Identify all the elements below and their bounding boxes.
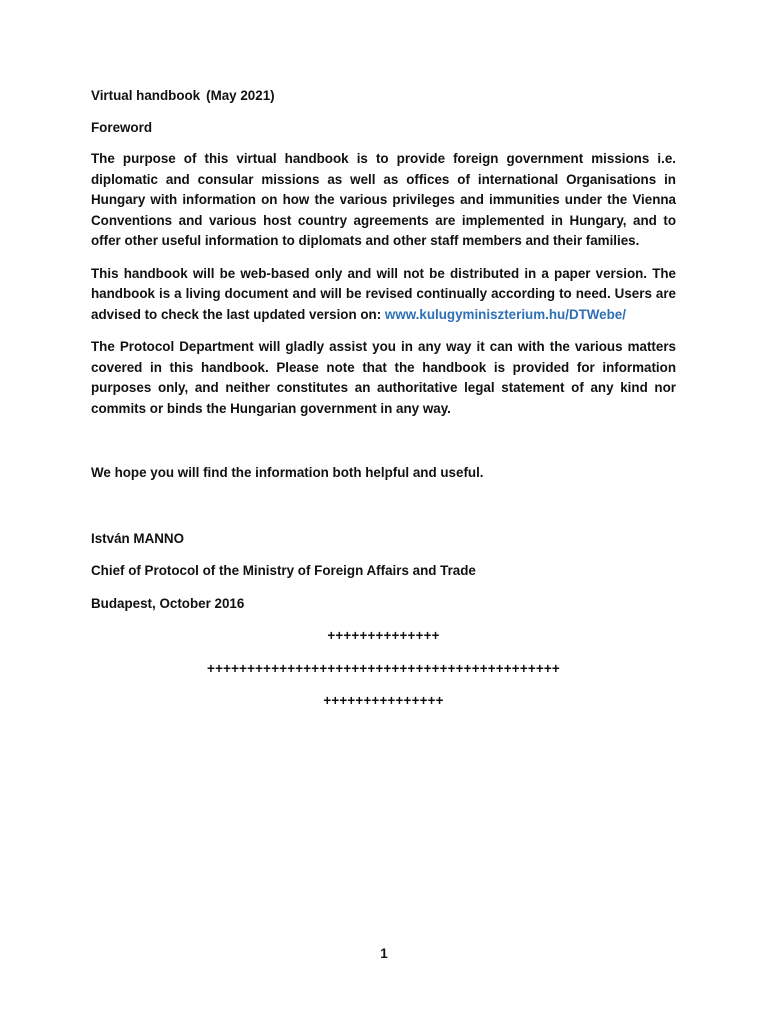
spacer [91,431,676,463]
paragraph-web-based [91,264,676,326]
document-date: (May 2021) [206,88,275,103]
divider-line-2: ++++++++++++++++++++++++++++++++++++++++++++ [207,660,560,676]
paragraph-protocol: The Protocol Department will gladly assist you in any way it can with the various matters covered in this handbook. Please note that the handbook is provided for information purposes only, and neither constitutes an authoritative legal statement of any kind nor commits or binds the Hungarian government in any way. [91,339,676,416]
paragraph-web-based-text: This handbook will be web-based only and will not be distributed in a paper version. The handbook is a living document and will be revised continually according to need. Users are advised to check the last updated version on: [91,265,676,322]
handbook-link[interactable]: www.kulugyminiszterium.hu/DTWebe/ [384,306,626,322]
divider-line-1: ++++++++++++++ [327,628,440,643]
document-page [91,86,676,724]
signatory-name: István MANNO [91,530,185,546]
document-title-line [91,86,676,107]
page-number: 1 [380,946,388,961]
document-title: Virtual handbook [91,88,201,103]
spacer [91,496,676,529]
divider-line-3: +++++++++++++++ [323,693,444,708]
foreword-heading: Foreword [91,119,153,135]
closing-sentence: We hope you will find the information both helpful and useful. [91,465,484,480]
paragraph-purpose: The purpose of this virtual handbook is to provide foreign government missions i.e. diplomatic and consular missions as well as offices of international Organisations in Hungary with information on how the various privileges and immunities under the Vienna Conventions and various host country agreements are implemented in Hungary, and to offer other useful information to diplomats and other staff members and their families. [91,151,676,248]
signatory-title: Chief of Protocol of the Ministry of Foreign Affairs and Trade [91,563,476,578]
place-date: Budapest, October 2016 [91,595,245,611]
